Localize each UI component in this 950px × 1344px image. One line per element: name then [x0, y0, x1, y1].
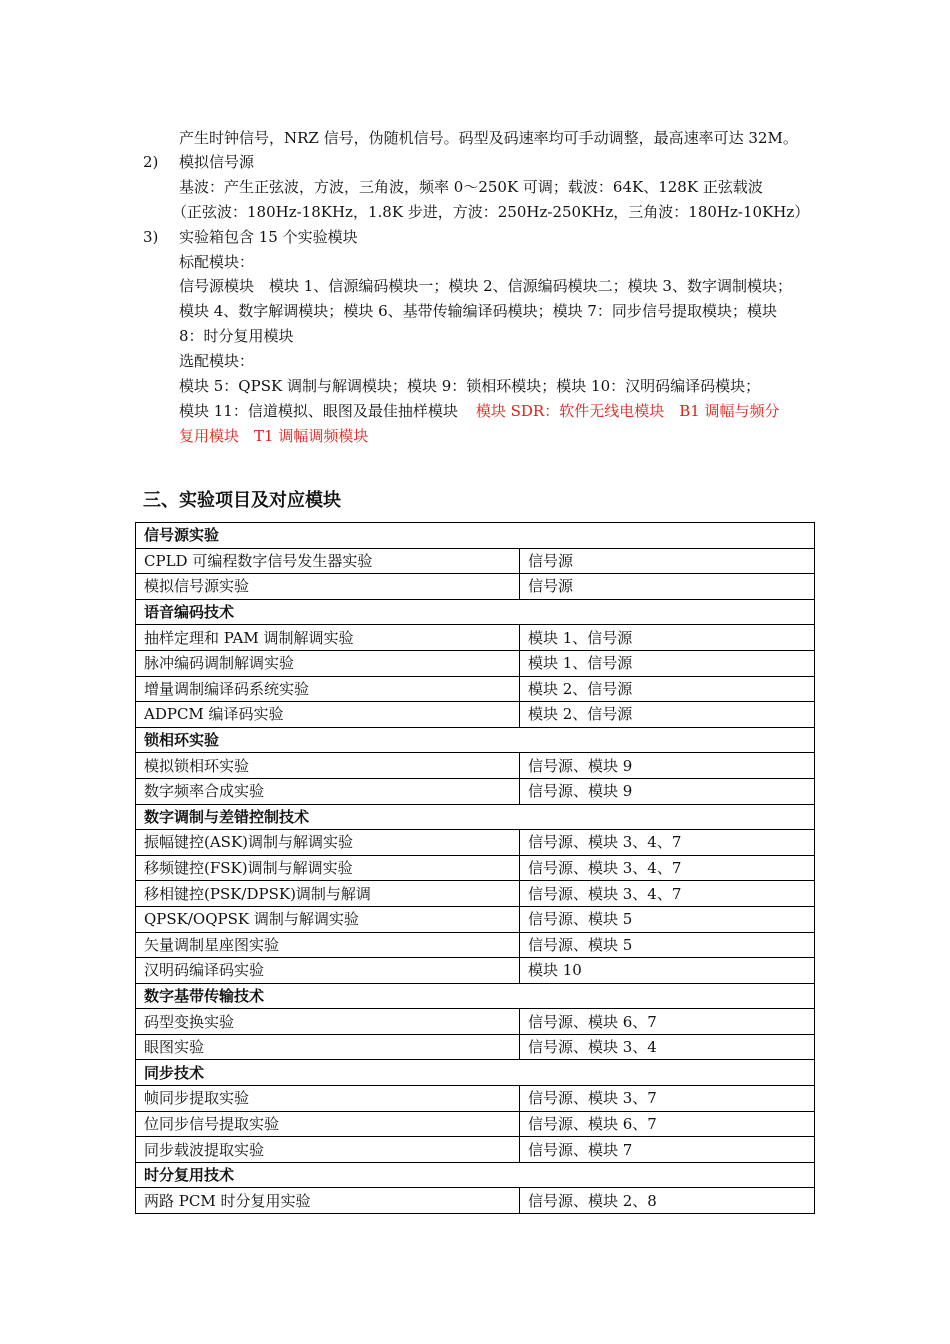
experiments-table-body: [136, 523, 815, 1214]
category-row: [136, 804, 815, 830]
item-2-line-2: （正弦波：180Hz-18KHz，1.8K 步进，方波：250Hz-250KHz，三角波：180Hz-10KHz）: [172, 203, 810, 221]
experiment-name-cell: 帧同步提取实验: [136, 1086, 520, 1112]
item-2-number: 2): [143, 153, 159, 171]
experiment-name-cell: 汉明码编译码实验: [136, 958, 520, 984]
table-row: [136, 625, 815, 651]
optional-modules-line-2-red: 模块 SDR：软件无线电模块 B1 调幅与频分: [475, 402, 780, 420]
category-cell: 时分复用技术: [136, 1162, 815, 1188]
module-cell: 模块 2、信号源: [520, 702, 815, 728]
item-2-line-1: 基波：产生正弦波，方波，三角波，频率 0～250K 可调；载波：64K、128K 正弦载波: [179, 178, 763, 196]
module-cell: 信号源、模块 6、7: [520, 1111, 815, 1137]
experiment-name-cell: 移相键控(PSK/DPSK)调制与解调: [136, 881, 520, 907]
table-row: [136, 932, 815, 958]
table-row: [136, 1009, 815, 1035]
experiment-name-cell: CPLD 可编程数字信号发生器实验: [136, 548, 520, 574]
table-row: [136, 881, 815, 907]
table-row: [136, 778, 815, 804]
experiment-name-cell: 模拟信号源实验: [136, 574, 520, 600]
category-cell: 语音编码技术: [136, 599, 815, 625]
intro-line-1: 产生时钟信号，NRZ 信号，伪随机信号。码型及码速率均可手动调整，最高速率可达 32M。: [179, 129, 798, 147]
module-cell: 信号源、模块 6、7: [520, 1009, 815, 1035]
experiment-name-cell: 眼图实验: [136, 1034, 520, 1060]
table-row: [136, 1111, 815, 1137]
category-cell: 同步技术: [136, 1060, 815, 1086]
table-row: [136, 830, 815, 856]
module-cell: 模块 10: [520, 958, 815, 984]
table-row: [136, 1086, 815, 1112]
optional-modules-line-2-black: 模块 11：信道模拟、眼图及最佳抽样模块: [179, 402, 458, 420]
category-row: [136, 599, 815, 625]
experiment-name-cell: 移频键控(FSK)调制与解调实验: [136, 855, 520, 881]
table-row: [136, 574, 815, 600]
module-cell: 信号源、模块 9: [520, 753, 815, 779]
standard-modules-label: 标配模块：: [179, 253, 255, 271]
experiments-table: [135, 522, 815, 1214]
standard-modules-line-3: 8：时分复用模块: [179, 327, 294, 345]
category-row: [136, 983, 815, 1009]
experiment-name-cell: 脉冲编码调制解调实验: [136, 650, 520, 676]
experiment-name-cell: 数字频率合成实验: [136, 778, 520, 804]
module-cell: 信号源、模块 9: [520, 778, 815, 804]
table-row: [136, 1137, 815, 1163]
module-cell: 信号源、模块 3、4: [520, 1034, 815, 1060]
module-cell: 信号源: [520, 548, 815, 574]
item-2-title: 模拟信号源: [179, 153, 255, 171]
item-3-title: 实验箱包含 15 个实验模块: [179, 228, 358, 246]
table-row: [136, 1188, 815, 1214]
table-row: [136, 676, 815, 702]
category-cell: 信号源实验: [136, 523, 815, 549]
item-3-number: 3): [143, 228, 159, 246]
category-row: [136, 727, 815, 753]
experiment-name-cell: 抽样定理和 PAM 调制解调实验: [136, 625, 520, 651]
standard-modules-line-2: 模块 4、数字解调模块；模块 6、基带传输编译码模块；模块 7：同步信号提取模块；模块: [179, 302, 777, 320]
table-row: [136, 906, 815, 932]
table-row: [136, 702, 815, 728]
table-row: [136, 958, 815, 984]
table-row: [136, 548, 815, 574]
module-cell: 信号源、模块 3、4、7: [520, 881, 815, 907]
experiment-name-cell: 同步载波提取实验: [136, 1137, 520, 1163]
experiment-name-cell: 码型变换实验: [136, 1009, 520, 1035]
experiment-name-cell: 振幅键控(ASK)调制与解调实验: [136, 830, 520, 856]
category-row: [136, 1060, 815, 1086]
experiment-name-cell: QPSK/OQPSK 调制与解调实验: [136, 906, 520, 932]
category-cell: 数字调制与差错控制技术: [136, 804, 815, 830]
experiment-name-cell: 增量调制编译码系统实验: [136, 676, 520, 702]
module-cell: 信号源、模块 3、4、7: [520, 855, 815, 881]
experiment-name-cell: 位同步信号提取实验: [136, 1111, 520, 1137]
module-cell: 模块 1、信号源: [520, 650, 815, 676]
experiment-name-cell: 两路 PCM 时分复用实验: [136, 1188, 520, 1214]
module-cell: 模块 1、信号源: [520, 625, 815, 651]
category-cell: 锁相环实验: [136, 727, 815, 753]
module-cell: 信号源: [520, 574, 815, 600]
optional-modules-line-2: [179, 400, 780, 422]
module-cell: 信号源、模块 5: [520, 906, 815, 932]
table-row: [136, 650, 815, 676]
table-row: [136, 855, 815, 881]
module-cell: 模块 2、信号源: [520, 676, 815, 702]
standard-modules-line-1: 信号源模块 模块 1、信源编码模块一；模块 2、信源编码模块二；模块 3、数字调制模块；: [179, 277, 792, 295]
optional-modules-line-1: 模块 5：QPSK 调制与解调模块；模块 9：锁相环模块；模块 10：汉明码编译码模块；: [179, 377, 761, 395]
module-cell: 信号源、模块 7: [520, 1137, 815, 1163]
optional-modules-line-3: 复用模块 T1 调幅调频模块: [179, 427, 369, 445]
experiment-name-cell: ADPCM 编译码实验: [136, 702, 520, 728]
module-cell: 信号源、模块 3、7: [520, 1086, 815, 1112]
category-row: [136, 1162, 815, 1188]
table-row: [136, 1034, 815, 1060]
category-cell: 数字基带传输技术: [136, 983, 815, 1009]
section-heading: 三、实验项目及对应模块: [143, 490, 341, 511]
table-row: [136, 753, 815, 779]
experiment-name-cell: 模拟锁相环实验: [136, 753, 520, 779]
module-cell: 信号源、模块 5: [520, 932, 815, 958]
experiment-name-cell: 矢量调制星座图实验: [136, 932, 520, 958]
module-cell: 信号源、模块 3、4、7: [520, 830, 815, 856]
optional-modules-label: 选配模块：: [179, 352, 255, 370]
module-cell: 信号源、模块 2、8: [520, 1188, 815, 1214]
category-row: [136, 523, 815, 549]
